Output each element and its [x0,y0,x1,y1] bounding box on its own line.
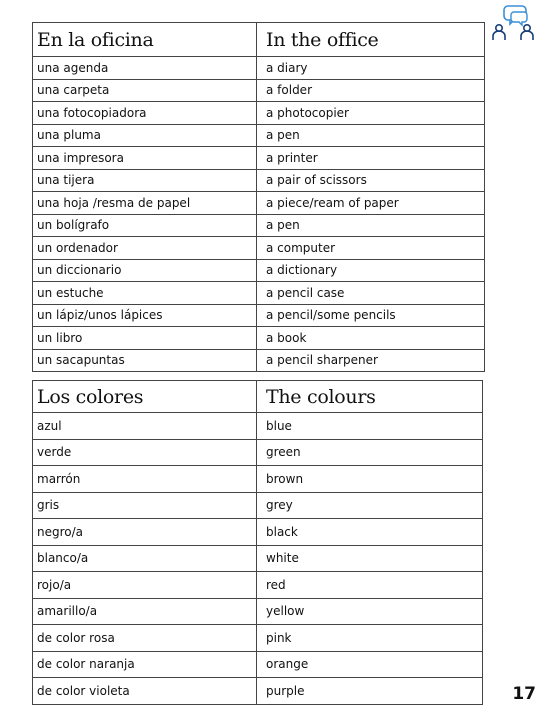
spanish-term: blanco/a [33,545,257,572]
table-row [33,304,485,327]
spanish-term: un lápiz/unos lápices [33,304,257,327]
english-term: green [257,439,483,466]
english-term: black [257,519,483,546]
spanish-term: un libro [33,327,257,350]
spanish-term: un bolígrafo [33,214,257,237]
spanish-term: de color violeta [33,678,257,705]
english-term: a folder [257,79,485,102]
table-row [33,625,483,652]
table-row [33,466,483,493]
table-row [33,492,483,519]
table-row [33,102,485,125]
english-term: grey [257,492,483,519]
table-row [33,413,483,440]
english-term: a computer [257,237,485,260]
office-vocab-table [32,22,485,372]
english-term: red [257,572,483,599]
table-row [33,327,485,350]
spanish-term: negro/a [33,519,257,546]
table-header [33,381,483,413]
english-term: brown [257,466,483,493]
page-number: 17 [512,684,536,704]
spanish-term: un diccionario [33,259,257,282]
english-term: a pen [257,124,485,147]
spanish-term: amarillo/a [33,598,257,625]
header-english: The colours [257,381,483,413]
spanish-term: una pluma [33,124,257,147]
english-term: blue [257,413,483,440]
table-row [33,598,483,625]
table-row [33,124,485,147]
spanish-term: verde [33,439,257,466]
english-term: a pair of scissors [257,169,485,192]
table-row [33,79,485,102]
english-term: a piece/ream of paper [257,192,485,215]
table-row [33,545,483,572]
english-term: a pencil case [257,282,485,305]
spanish-term: una impresora [33,147,257,170]
header-spanish: En la oficina [33,23,257,57]
table-row [33,57,485,80]
table-row [33,678,483,705]
spanish-term: una fotocopiadora [33,102,257,125]
spanish-term: una carpeta [33,79,257,102]
english-term: a diary [257,57,485,80]
spanish-term: un estuche [33,282,257,305]
colours-vocab-table [32,380,483,705]
people-chat-icon [490,4,536,44]
spanish-term: un ordenador [33,237,257,260]
spanish-term: gris [33,492,257,519]
english-term: a printer [257,147,485,170]
header-english: In the office [257,23,485,57]
spanish-term: azul [33,413,257,440]
spanish-term: un sacapuntas [33,349,257,372]
spanish-term: de color naranja [33,651,257,678]
english-term: a book [257,327,485,350]
table-row [33,259,485,282]
english-term: yellow [257,598,483,625]
table-row [33,237,485,260]
table-row [33,572,483,599]
english-term: a pencil sharpener [257,349,485,372]
spanish-term: de color rosa [33,625,257,652]
english-term: a dictionary [257,259,485,282]
table-row [33,651,483,678]
english-term: a photocopier [257,102,485,125]
spanish-term: marrón [33,466,257,493]
table-row [33,439,483,466]
table-row [33,192,485,215]
spanish-term: una agenda [33,57,257,80]
table-row [33,349,485,372]
spanish-term: una hoja /resma de papel [33,192,257,215]
english-term: a pencil/some pencils [257,304,485,327]
table-row [33,519,483,546]
table-row [33,147,485,170]
english-term: pink [257,625,483,652]
table-row [33,169,485,192]
english-term: a pen [257,214,485,237]
table-header [33,23,485,57]
table-row [33,282,485,305]
table-row [33,214,485,237]
english-term: purple [257,678,483,705]
english-term: orange [257,651,483,678]
english-term: white [257,545,483,572]
spanish-term: una tijera [33,169,257,192]
header-spanish: Los colores [33,381,257,413]
spanish-term: rojo/a [33,572,257,599]
